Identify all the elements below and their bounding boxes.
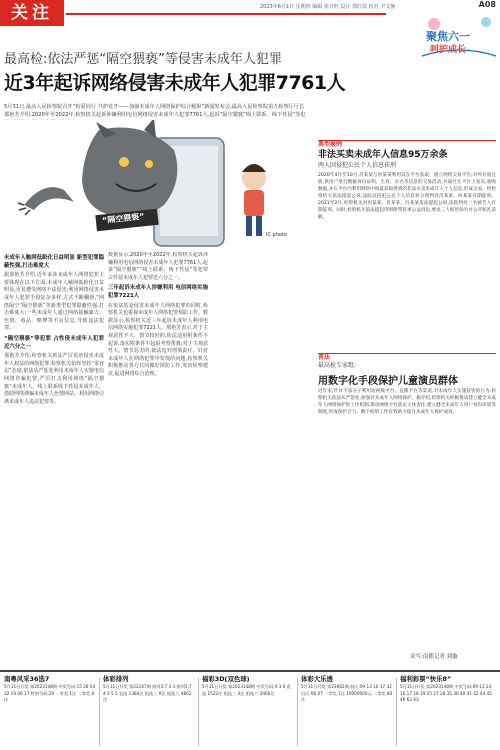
illustration-credit: IC photo <box>266 232 287 238</box>
wolf-child-illustration-icon <box>4 120 309 248</box>
divider <box>198 678 199 746</box>
lottery-box-5 <box>400 676 496 750</box>
column-1-subhead-2: “隔空猥亵”等犯罪 占性侵未成年人犯罪近六分之一 <box>4 335 104 350</box>
article-kicker: 最高检:依法严惩“隔空猥亵”等侵害未成年人犯罪 <box>4 52 282 67</box>
page-meta: 2023年6月1日 星期四 编辑 张百旺 设计 郭红霞 校对 尹文静 <box>260 4 396 10</box>
article-column-2 <box>108 252 208 666</box>
lottery-title-4: 体彩大乐透 <box>301 675 333 683</box>
lottery-title-1: 南粤风采36选7 <box>4 675 50 683</box>
divider <box>99 678 100 746</box>
lottery-strip <box>0 670 500 750</box>
lottery-text-2: 5月31日开奖 第23147期 排列3:7 4 3 排列5:7 4 3 5 5 直选 1384注 组选三 0注 组选六 4862注 <box>103 684 192 703</box>
lottery-text-5: 5月31日开奖 第2023148期 中奖号码:09 13 14 16 17 18 19 25 27 28 35 36 40 41 42 44 45 46 62 63 <box>400 684 492 703</box>
case-section-header <box>318 131 496 148</box>
case-body: 2020年4月至10月,肖某某与何某某利用其在平台获取、建立网络交易平台,对外开放注册,供用户进行数据身份证明、生育、实名等信息的交易活动,并通过在平台上发布,收购数据,并在平台内利用网络中海量获取得到的非法买卖未成年人个人信息,形成交易。经检察机关依法提起公诉,法院以侵犯公民个人信息罪分别判处肖某某、何某某有期徒刑。2021年2月,检察机关对何某某、肖某某、冯某某依法提起公诉,法院判处三名被告人有期徒刑。同时,检察机关依法提起刑事附带民事公益诉讼,要求三人赔偿损失并公开赔礼道歉。 <box>318 173 496 220</box>
article-lead: 5月31日,最高人民检察院召开“检爱同行 共护花开——加强未成年人网络保护综合履职”新闻发布会,最高人民检察院第九检察厅厅长那艳芳介绍,2020年至2022年,检察机关起诉涉嫌利用电信网络侵害未成年人犯罪7761人,起诉“隔空猥亵”线上联系、线下性侵”等犯 <box>4 104 306 118</box>
header-rule <box>66 13 386 15</box>
lottery-title-2: 体彩排列 <box>103 675 129 683</box>
lottery-title-5: 福利彩票“快乐8” <box>400 675 452 683</box>
column-2-subhead: 三年起诉未成年人涉嫌利用 电信网络实施犯罪7221人 <box>108 285 208 299</box>
lottery-box-1 <box>4 676 96 750</box>
law-title: 用数字化手段保护儿童演员群体 <box>318 376 458 387</box>
lottery-title-3: 福彩3D(双色球) <box>202 675 250 683</box>
lottery-box-3 <box>202 676 294 750</box>
law-section-label: 普法 <box>318 354 331 361</box>
column-2-text: 数据显示,2020年至2022年,检察机关起诉涉嫌利用电信网络侵害未成年人犯罪7761人,起诉“隔空猥亵”“线上联系、线下性侵”等犯罪占性侵未成年人犯罪近六分之一。 <box>108 252 208 281</box>
badge-line-1: 聚焦六一 <box>426 30 470 43</box>
article-headline: 近3年起诉网络侵害未成年人犯罪7761人 <box>4 72 346 94</box>
case-subtitle: 两人因侵犯公民个人信息获刑 <box>318 162 397 169</box>
page-number: A08 <box>478 0 496 9</box>
law-body: 近年来,针对不法分子利用短视频平台、直播平台等渠道,对未成年人实施侵害的行为,检察机关依法从严惩处,加强对未成年人网络保护。据介绍,检察机关积极推动建立健全未成年人网络保护的工作机制,推动网络平台落实主体责任,建立健全未成年人用户身份识别等制度,形成保护合力。数字检察工作有效助力提升未成年人保护成效。 <box>318 389 496 415</box>
badge-line-2: 呵护成长 <box>430 45 467 55</box>
case-title: 非法买卖未成年人信息95万余条 <box>318 150 448 160</box>
theme-badge <box>420 14 498 60</box>
lottery-text-4: 5月31日开奖 第23062期 前区:09 13 16 17 32 后区:06 07 一等奖 1注 10000000元 二等奖 80注 <box>301 684 393 703</box>
column-1-text-2: 那艳芳介绍,检察机关依法严厉惩治侵害未成年人权益的网络犯罪,检察机关始终坚持“零容忍”态度,依法从严惩处利用未成年人实施电信网络诈骗犯罪,严厉打击利用网络“隔空猥亵”未成年人、线上联系线下性侵未成年人、借助网络诱骗未成年人色情网站、利用网络引诱未成年人违法犯罪等。 <box>4 353 104 405</box>
case-section-label: 典型案例 <box>318 141 343 148</box>
illustration-label: “隔空猥亵” <box>101 211 145 226</box>
lottery-box-4 <box>301 676 393 750</box>
divider <box>297 678 298 746</box>
column-1-text: 据那艳芳介绍,近年来涉未成年人网络犯罪主要体现在以下方面:未成年人触网低龄化日益明显,更易遭受网络不法侵害;利用网络侵害未成年人犯罪手段复杂多样,方式不断翻新,“网络隔空“隔空猥亵”等新类型犯罪隐蔽性强,打击难度大;一些未成年人通过网络接触暴力、色情、毒品、赌博等不良信息,导致违法犯罪。 <box>4 272 104 332</box>
reporter-credit: 采写:南都记者 刘璇 <box>410 654 458 660</box>
law-title-prefix: 最高检专家组: <box>318 362 357 369</box>
lottery-text-1: 5月31日开奖 第2023148期 中奖号码:15 28 04 32 19 06 17 特别号码:29 一等奖 1注 二等奖 8注 <box>4 684 96 703</box>
column-1-subhead: 未成年人触网低龄化日益明显 新型犯罪隐蔽性强,打击难度大 <box>4 255 104 269</box>
article-column-1 <box>4 252 104 666</box>
lottery-box-2 <box>103 676 195 750</box>
lottery-text-3: 5月31日开奖 第2023148期 中奖号码:4 3 0 直选 1522注 组选三 0注 组选六 3460注 <box>202 684 291 696</box>
divider <box>396 678 397 746</box>
column-2-text-2: 在依法惩处侵害未成年人网络犯罪的同时,检察机关也重视未成年人网络犯罪预防工作。数据显示,检察机关近三年起诉未成年人利用电信网络实施犯罪7221人。那艳芳表示,对于主观恶性不大、情节较轻的,依法适用附条件不起诉,落实附条件不起诉考察帮教;对于主观恶性大、情节恶劣的,依法追究刑事责任。针对未成年人在网络犯罪中发现的问题,检察机关积极推动各方共同做好预防工作,发出检察建议,促进网络综合治理。 <box>108 302 208 377</box>
law-section-header <box>318 344 496 361</box>
section-tag: 关注 <box>0 0 64 26</box>
article-column-3 <box>212 252 310 666</box>
article-illustration <box>4 120 309 248</box>
